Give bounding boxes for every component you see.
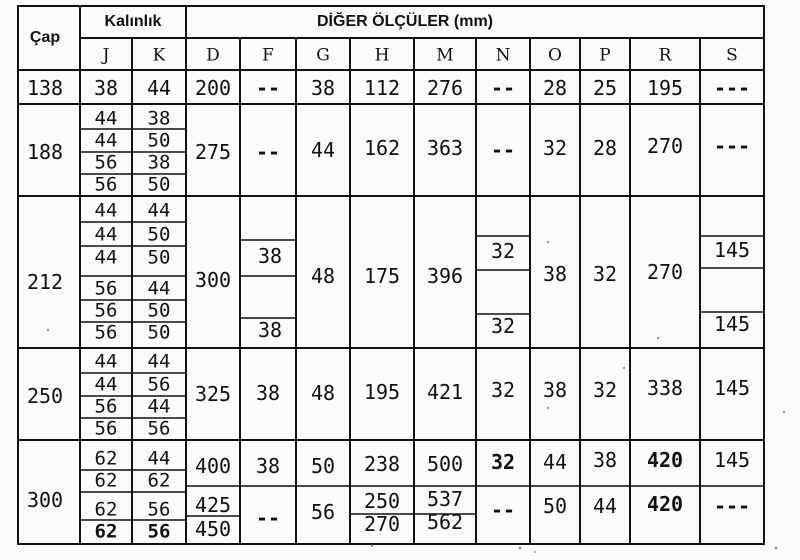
row-138-h: 112	[363, 76, 401, 100]
row-212-j-1: 44	[94, 199, 118, 222]
row-250-k-4: 56	[147, 417, 171, 440]
row-300-sub1-k-2: 62	[147, 469, 171, 492]
row-300-sub1-m: 500	[426, 452, 464, 476]
col-header-m: M	[436, 45, 454, 66]
col-header-r: R	[658, 45, 672, 66]
row-188-s: ---	[713, 134, 751, 158]
row-188-k-3: 38	[147, 151, 171, 174]
row-250-k-2: 56	[147, 373, 171, 396]
row-300-sub1-j-2: 62	[94, 469, 118, 492]
row-212-j-6: 56	[94, 321, 118, 344]
row-212-cap: 212	[26, 270, 64, 294]
row-212-s-top: 145	[713, 238, 751, 262]
row-300-sub2-s: ---	[713, 494, 751, 518]
row-250-r: 338	[646, 376, 684, 400]
row-300-sub2-d-2: 450	[194, 517, 232, 541]
row-212-j-4: 56	[94, 277, 118, 300]
row-138-p: 25	[592, 76, 618, 100]
row-212-n-top: 32	[490, 239, 516, 263]
row-212-p: 32	[592, 262, 618, 286]
row-212-k-4: 44	[147, 277, 171, 300]
row-138-f: --	[255, 76, 281, 100]
row-300-cap: 300	[26, 488, 64, 512]
row-188-m: 363	[426, 136, 464, 160]
row-300-sub1-n: 32	[490, 450, 516, 474]
row-138-s: ---	[713, 76, 751, 100]
row-300-sub1-j-1: 62	[94, 447, 118, 470]
row-250-j-3: 56	[94, 395, 118, 418]
row-212-f-bottom: 38	[257, 318, 283, 342]
row-250-p: 32	[592, 378, 618, 402]
row-250-s: 145	[713, 376, 751, 400]
row-188-g: 44	[310, 138, 336, 162]
row-300-sub1-d: 400	[194, 454, 232, 478]
row-300-sub2-g: 56	[310, 500, 336, 524]
row-250-j-4: 56	[94, 417, 118, 440]
row-300-sub2-n: --	[490, 498, 516, 522]
row-300-sub2-h-1: 250	[363, 489, 401, 513]
row-138-o: 28	[542, 76, 568, 100]
col-header-j: J	[102, 45, 110, 66]
row-300-sub1-r: 420	[646, 448, 684, 472]
row-300-sub1-g: 50	[310, 454, 336, 478]
row-250-k-3: 44	[147, 395, 171, 418]
row-188-r: 270	[646, 134, 684, 158]
row-300-sub2-h-2: 270	[363, 512, 401, 536]
row-138-j: 38	[93, 76, 119, 100]
row-300-sub2-o: 50	[542, 494, 568, 518]
row-138-m: 276	[426, 76, 464, 100]
row-212-k-2: 50	[147, 223, 171, 246]
row-300-sub2-f: --	[255, 506, 281, 530]
col-header-o: O	[548, 45, 562, 66]
row-250-g: 48	[310, 381, 336, 405]
row-300-sub2-r: 420	[646, 492, 684, 516]
row-300-sub1-k-1: 44	[147, 447, 171, 470]
row-212-h: 175	[363, 264, 401, 288]
row-250-h: 195	[363, 380, 401, 404]
col-header-g: G	[316, 45, 330, 66]
row-188-j-1: 44	[94, 107, 118, 130]
row-188-k-4: 50	[147, 173, 171, 196]
row-212-r: 270	[646, 260, 684, 284]
col-header-f: F	[262, 45, 274, 66]
row-250-f: 38	[255, 381, 281, 405]
row-138-cap: 138	[26, 76, 64, 100]
row-250-j-2: 44	[94, 373, 118, 396]
row-300-sub1-h: 238	[363, 452, 401, 476]
row-188-k-2: 50	[147, 129, 171, 152]
row-212-k-3: 50	[147, 246, 171, 269]
row-138-k: 44	[146, 76, 172, 100]
row-250-o: 38	[542, 378, 568, 402]
row-212-k-5: 50	[147, 299, 171, 322]
row-250-n: 32	[490, 378, 516, 402]
row-300-sub1-o: 44	[542, 450, 568, 474]
col-header-h: H	[374, 45, 390, 66]
row-300-sub2-j-2: 62	[94, 520, 118, 543]
row-188-f: --	[255, 140, 281, 164]
row-212-k-1: 44	[147, 199, 171, 222]
row-212-s-bottom: 145	[713, 312, 751, 336]
row-138-n: --	[490, 76, 516, 100]
col-header-k: K	[152, 45, 166, 66]
row-138-d: 200	[194, 76, 232, 100]
row-300-sub2-k-2: 56	[147, 520, 171, 543]
row-212-j-5: 56	[94, 299, 118, 322]
col-header-d: D	[206, 45, 220, 66]
row-138-r: 195	[646, 76, 684, 100]
row-188-k-1: 38	[147, 107, 171, 130]
row-212-d: 300	[194, 268, 232, 292]
row-188-n: --	[490, 138, 516, 162]
row-300-sub1-f: 38	[255, 454, 281, 478]
row-188-j-3: 56	[94, 151, 118, 174]
header-cap: Çap	[29, 29, 61, 46]
header-kalinlik: Kalınlık	[104, 13, 162, 30]
col-header-s: S	[726, 45, 738, 66]
row-212-g: 48	[310, 264, 336, 288]
row-188-o: 32	[542, 136, 568, 160]
row-300-sub2-d-1: 425	[194, 493, 232, 517]
row-300-sub2-j-1: 62	[94, 498, 118, 521]
row-212-m: 396	[426, 264, 464, 288]
row-188-j-4: 56	[94, 173, 118, 196]
row-300-sub1-s: 145	[713, 448, 751, 472]
row-300-sub2-k-1: 56	[147, 498, 171, 521]
row-212-j-2: 44	[94, 223, 118, 246]
header-diger-olculer: DİĞER ÖLÇÜLER (mm)	[317, 13, 493, 30]
row-212-n-bottom: 32	[490, 314, 516, 338]
row-250-k-1: 44	[147, 350, 171, 373]
col-header-p: P	[599, 45, 611, 66]
row-212-j-3: 44	[94, 246, 118, 269]
row-188-d: 275	[194, 140, 232, 164]
row-250-m: 421	[426, 380, 464, 404]
row-188-j-2: 44	[94, 129, 118, 152]
row-188-p: 28	[592, 136, 618, 160]
row-138-g: 38	[310, 76, 336, 100]
row-250-j-1: 44	[94, 350, 118, 373]
row-212-k-6: 50	[147, 321, 171, 344]
row-188-cap: 188	[26, 140, 64, 164]
row-212-o: 38	[542, 262, 568, 286]
row-212-f-top: 38	[257, 244, 283, 268]
row-188-h: 162	[363, 136, 401, 160]
col-header-n: N	[495, 45, 511, 66]
row-300-sub1-p: 38	[592, 448, 618, 472]
row-300-sub2-m-1: 537	[426, 487, 464, 511]
row-300-sub2-m-2: 562	[426, 510, 464, 534]
row-300-sub2-p: 44	[592, 494, 618, 518]
row-250-d: 325	[194, 382, 232, 406]
row-250-cap: 250	[26, 384, 64, 408]
